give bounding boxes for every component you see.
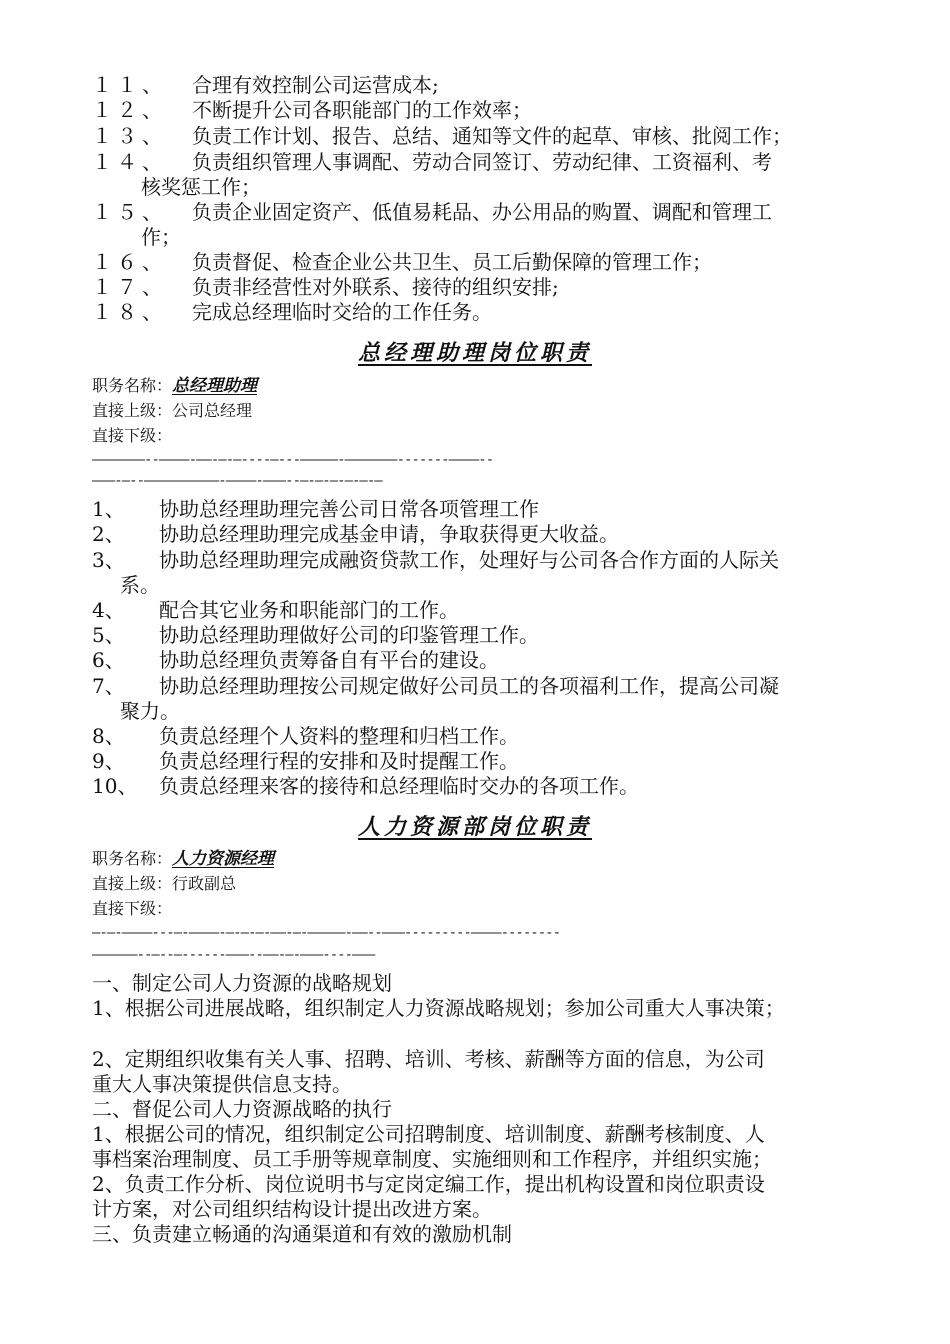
item-continuation: 作； [141, 225, 181, 249]
list-item [92, 497, 862, 521]
item-number: １２、 [92, 98, 167, 122]
list-item [92, 98, 862, 122]
job-title-value: 总经理助理 [172, 376, 258, 396]
list-item [92, 623, 862, 647]
list-item [92, 73, 862, 97]
paragraph-line: 1、根据公司的情况，组织制定公司招聘制度、培训制度、薪酬考核制度、人 [92, 1122, 765, 1146]
direct-subordinate: 直接下级： [92, 899, 173, 918]
item-text: 协助总经理助理按公司规定做好公司员工的各项福利工作，提高公司凝 [159, 674, 779, 698]
list-item [92, 275, 862, 299]
item-text: 完成总经理临时交给的工作任务。 [192, 300, 492, 324]
item-number: １１、 [92, 73, 167, 97]
section-heading: 总经理助理岗位职责 [357, 341, 592, 366]
item-text: 负责组织管理人事调配、劳动合同签订、劳动纪律、工资福利、考 [192, 150, 772, 174]
item-number: 5、 [92, 623, 125, 647]
job-title-label: 职务名称： [92, 849, 173, 868]
item-number: 4、 [92, 598, 125, 622]
direct-superior: 直接上级：行政副总 [92, 874, 237, 893]
item-text: 不断提升公司各职能部门的工作效率； [192, 98, 532, 122]
item-number: 7、 [92, 674, 125, 698]
item-number: １４、 [92, 150, 167, 174]
list-item [92, 548, 862, 572]
item-text: 协助总经理助理完善公司日常各项管理工作 [159, 497, 539, 521]
list-item [92, 774, 862, 798]
list-item [92, 150, 862, 174]
item-text: 负责企业固定资产、低值易耗品、办公用品的购置、调配和管理工 [192, 200, 772, 224]
item-number: 3、 [92, 548, 125, 572]
job-title-value: 人力资源经理 [172, 849, 275, 869]
direct-superior: 直接上级：公司总经理 [92, 401, 253, 420]
job-title-line [92, 375, 257, 397]
job-title-label: 职务名称： [92, 376, 173, 395]
item-text: 协助总经理助理完成融资贷款工作，处理好与公司各合作方面的人际关 [159, 548, 779, 572]
paragraph-line: 1、根据公司进展战略，组织制定人力资源战略规划；参加公司重大人事决策； [92, 996, 785, 1020]
item-number: 1、 [92, 497, 125, 521]
item-text: 协助总经理助理做好公司的印鉴管理工作。 [159, 623, 539, 647]
item-text: 协助总经理助理完成基金申请，争取获得更大收益。 [159, 522, 619, 546]
item-number: １６、 [92, 250, 167, 274]
paragraph-line: 计方案，对公司组织结构设计提出改进方案。 [92, 1197, 492, 1221]
list-item [92, 124, 862, 148]
list-item [92, 648, 862, 672]
paragraph-line: 事档案治理制度、员工手册等规章制度、实施细则和工作程序，并组织实施； [92, 1147, 772, 1171]
paragraph-line: 三、负责建立畅通的沟通渠道和有效的激励机制 [92, 1222, 512, 1246]
list-item [92, 200, 862, 224]
item-number: 9、 [92, 749, 125, 773]
item-text: 协助总经理负责筹备自有平台的建设。 [159, 648, 499, 672]
list-item [92, 674, 862, 698]
dash-line: —-—-————---—-————-—-—-—-——-—-—————-——--———---------————-------- [92, 925, 561, 941]
item-number: １７、 [92, 275, 167, 299]
list-item [92, 300, 862, 324]
paragraph-line: 2、负责工作分析、岗位说明书与定岗定编工作，提出机构设置和岗位职责设 [92, 1172, 765, 1196]
direct-subordinate: 直接下级： [92, 426, 173, 445]
item-number: １５、 [92, 200, 167, 224]
list-item [92, 749, 862, 773]
item-text: 负责督促、检查企业公共卫生、员工后勤保障的管理工作； [192, 250, 712, 274]
item-text: 负责非经营性对外联系、接待的组织安排; [192, 275, 559, 299]
paragraph-line: 2、定期组织收集有关人事、招聘、培训、考核、薪酬等方面的信息，为公司 [92, 1047, 765, 1071]
item-number: 8、 [92, 724, 125, 748]
item-continuation: 核奖惩工作； [141, 175, 261, 199]
item-text: 配合其它业务和职能部门的工作。 [159, 598, 459, 622]
dash-line: ———————--————-——-—-—----—---—————-———————-------————-- [92, 452, 494, 468]
job-title-line [92, 848, 274, 870]
item-number: 10、 [92, 774, 138, 798]
section-heading: 人力资源部岗位职责 [357, 815, 592, 840]
item-number: 6、 [92, 648, 125, 672]
paragraph-line: 一、制定公司人力资源的战略规划 [92, 971, 392, 995]
item-text: 合理有效控制公司运营成本; [192, 73, 439, 97]
item-text: 负责总经理个人资料的整理和归档工作。 [159, 724, 519, 748]
paragraph-line: 重大人事决策提供信息支持。 [92, 1072, 352, 1096]
item-continuation: 系。 [120, 573, 160, 597]
item-text: 负责总经理行程的安排和及时提醒工作。 [159, 749, 519, 773]
dash-line: ———-—--——————————-————-———--—-—-—-—-—-— [92, 473, 382, 489]
item-text: 负责总经理来客的接待和总经理临时交办的各项工作。 [159, 774, 639, 798]
item-continuation: 聚力。 [120, 699, 180, 723]
item-number: １３、 [92, 124, 167, 148]
item-text: 负责工作计划、报告、总结、通知等文件的起草、审核、批阅工作； [192, 124, 792, 148]
paragraph-line: 二、督促公司人力资源战略的执行 [92, 1097, 392, 1121]
list-item [92, 598, 862, 622]
list-item [92, 522, 862, 546]
list-item [92, 250, 862, 274]
list-item [92, 724, 862, 748]
dash-line: ——————--—--—------———--——-—-———----——— [92, 947, 375, 963]
item-number: １８、 [92, 300, 167, 324]
item-number: 2、 [92, 522, 125, 546]
